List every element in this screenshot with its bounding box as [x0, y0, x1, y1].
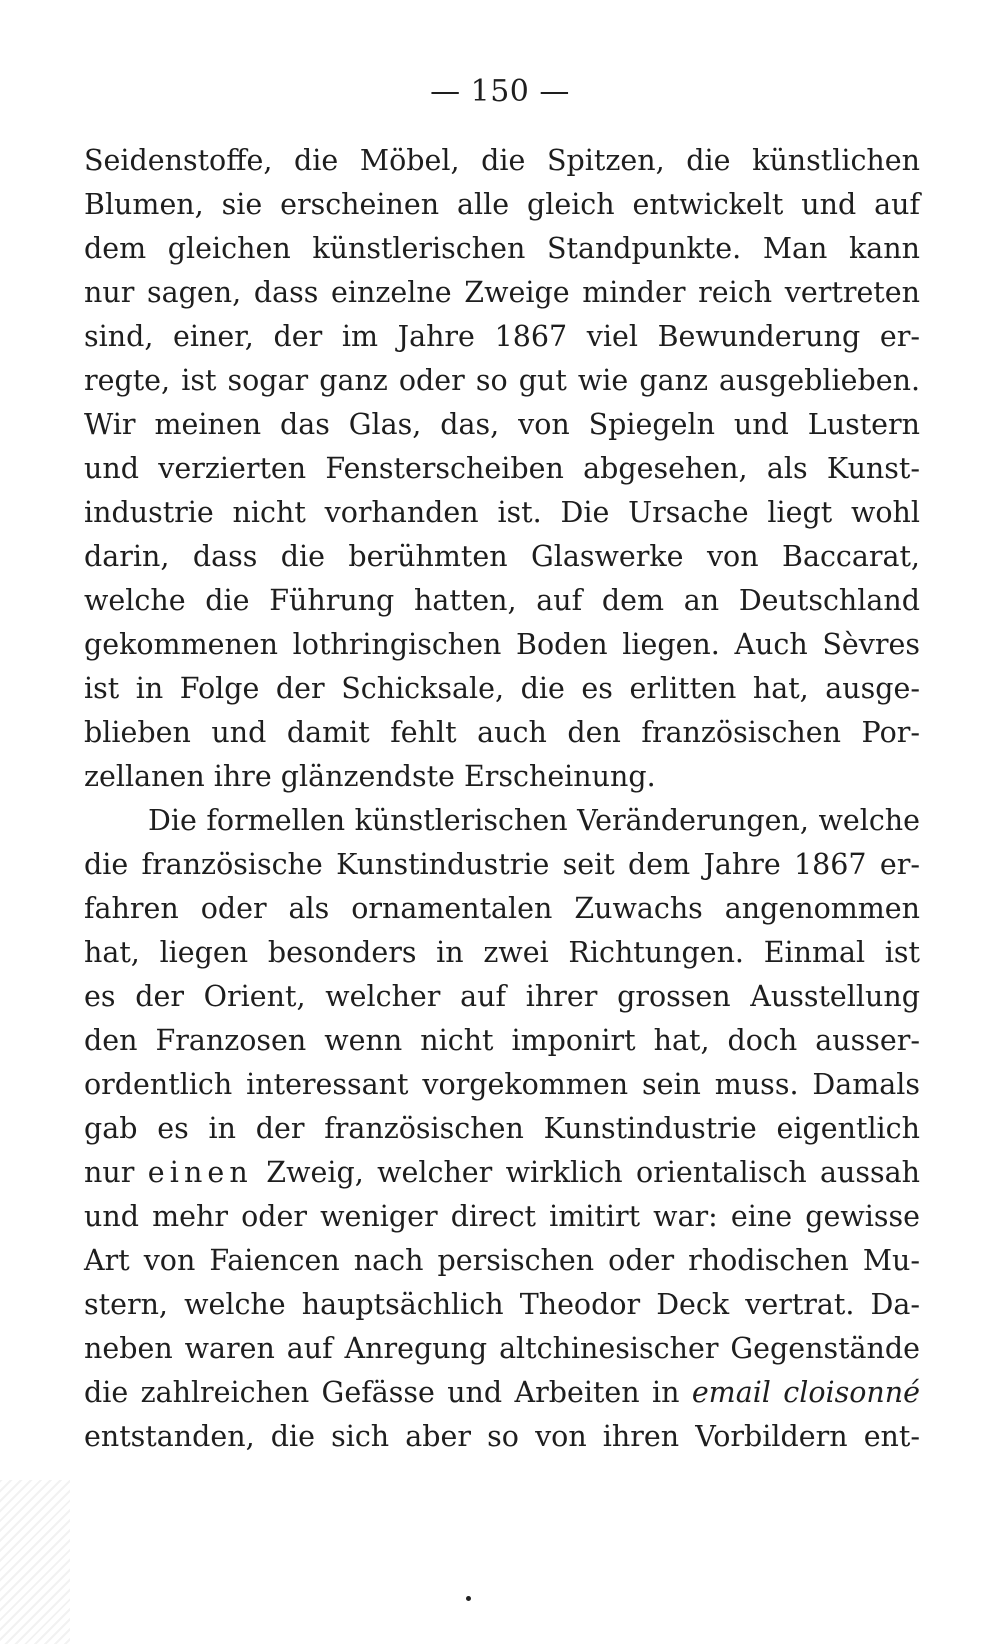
text-line: Wir meinen das Glas, das, von Spiegeln und Lustern — [84, 408, 920, 441]
page-number: — 150 — — [430, 74, 570, 109]
text-line: ist in Folge der Schicksale, die es erlitten hat, ausge- — [84, 672, 920, 705]
text-line: industrie nicht vorhanden ist. Die Ursache liegt wohl — [84, 496, 920, 529]
emphasized-word: einen — [147, 1156, 253, 1189]
text-line: Art von Faiencen nach persischen oder rhodischen Mu- — [84, 1244, 920, 1277]
text-line: ordentlich interessant vorgekommen sein muss. Damals — [84, 1068, 920, 1101]
text-line: Die formellen künstlerischen Veränderungen, welche — [148, 804, 920, 837]
text-line: entstanden, die sich aber so von ihren Vorbildern ent- — [84, 1420, 920, 1453]
text-fragment: Zweig, welcher wirklich orientalisch aussah — [266, 1156, 920, 1189]
text-line: fahren oder als ornamentalen Zuwachs angenommen — [84, 892, 920, 925]
text-line: und verzierten Fensterscheiben abgesehen, als Kunst- — [84, 452, 920, 485]
text-line: neben waren auf Anregung altchinesischer Gegenstände — [84, 1332, 920, 1365]
text-line: darin, dass die berühmten Glaswerke von Baccarat, — [84, 540, 920, 573]
text-line: dem gleichen künstlerischen Standpunkte. Man kann — [84, 232, 920, 265]
text-line: gab es in der französischen Kunstindustrie eigentlich — [84, 1112, 920, 1145]
text-line: regte, ist sogar ganz oder so gut wie ganz ausgeblieben. — [84, 364, 920, 397]
text-line: stern, welche hauptsächlich Theodor Deck vertrat. Da- — [84, 1288, 920, 1321]
text-line: Blumen, sie erscheinen alle gleich entwickelt und auf — [84, 188, 920, 221]
text-fragment: nur — [84, 1156, 135, 1189]
ink-speck — [466, 1596, 471, 1601]
text-line: die französische Kunstindustrie seit dem Jahre 1867 er- — [84, 848, 920, 881]
text-line: welche die Führung hatten, auf dem an Deutschland — [84, 584, 920, 617]
text-line: den Franzosen wenn nicht imponirt hat, doch ausser- — [84, 1024, 920, 1057]
italic-term: email cloisonné — [691, 1376, 920, 1409]
text-fragment: die zahlreichen Gefässe und Arbeiten in — [84, 1376, 680, 1409]
text-line: und mehr oder weniger direct imitirt war: eine gewisse — [84, 1200, 920, 1233]
text-line: es der Orient, welcher auf ihrer grossen Ausstellung — [84, 980, 920, 1013]
scan-artifact — [0, 1480, 70, 1644]
text-line: Seidenstoffe, die Möbel, die Spitzen, die künstlichen — [84, 144, 920, 177]
text-line: gekommenen lothringischen Boden liegen. Auch Sèvres — [84, 628, 920, 661]
text-line — [84, 1150, 920, 1196]
text-line: zellanen ihre glänzendste Erscheinung. — [84, 760, 656, 793]
text-line: hat, liegen besonders in zwei Richtungen. Einmal ist — [84, 936, 920, 969]
text-line: sind, einer, der im Jahre 1867 viel Bewunderung er- — [84, 320, 920, 353]
text-line — [84, 1370, 920, 1416]
text-line: nur sagen, dass einzelne Zweige minder reich vertreten — [84, 276, 920, 309]
text-line: blieben und damit fehlt auch den französischen Por- — [84, 716, 920, 749]
